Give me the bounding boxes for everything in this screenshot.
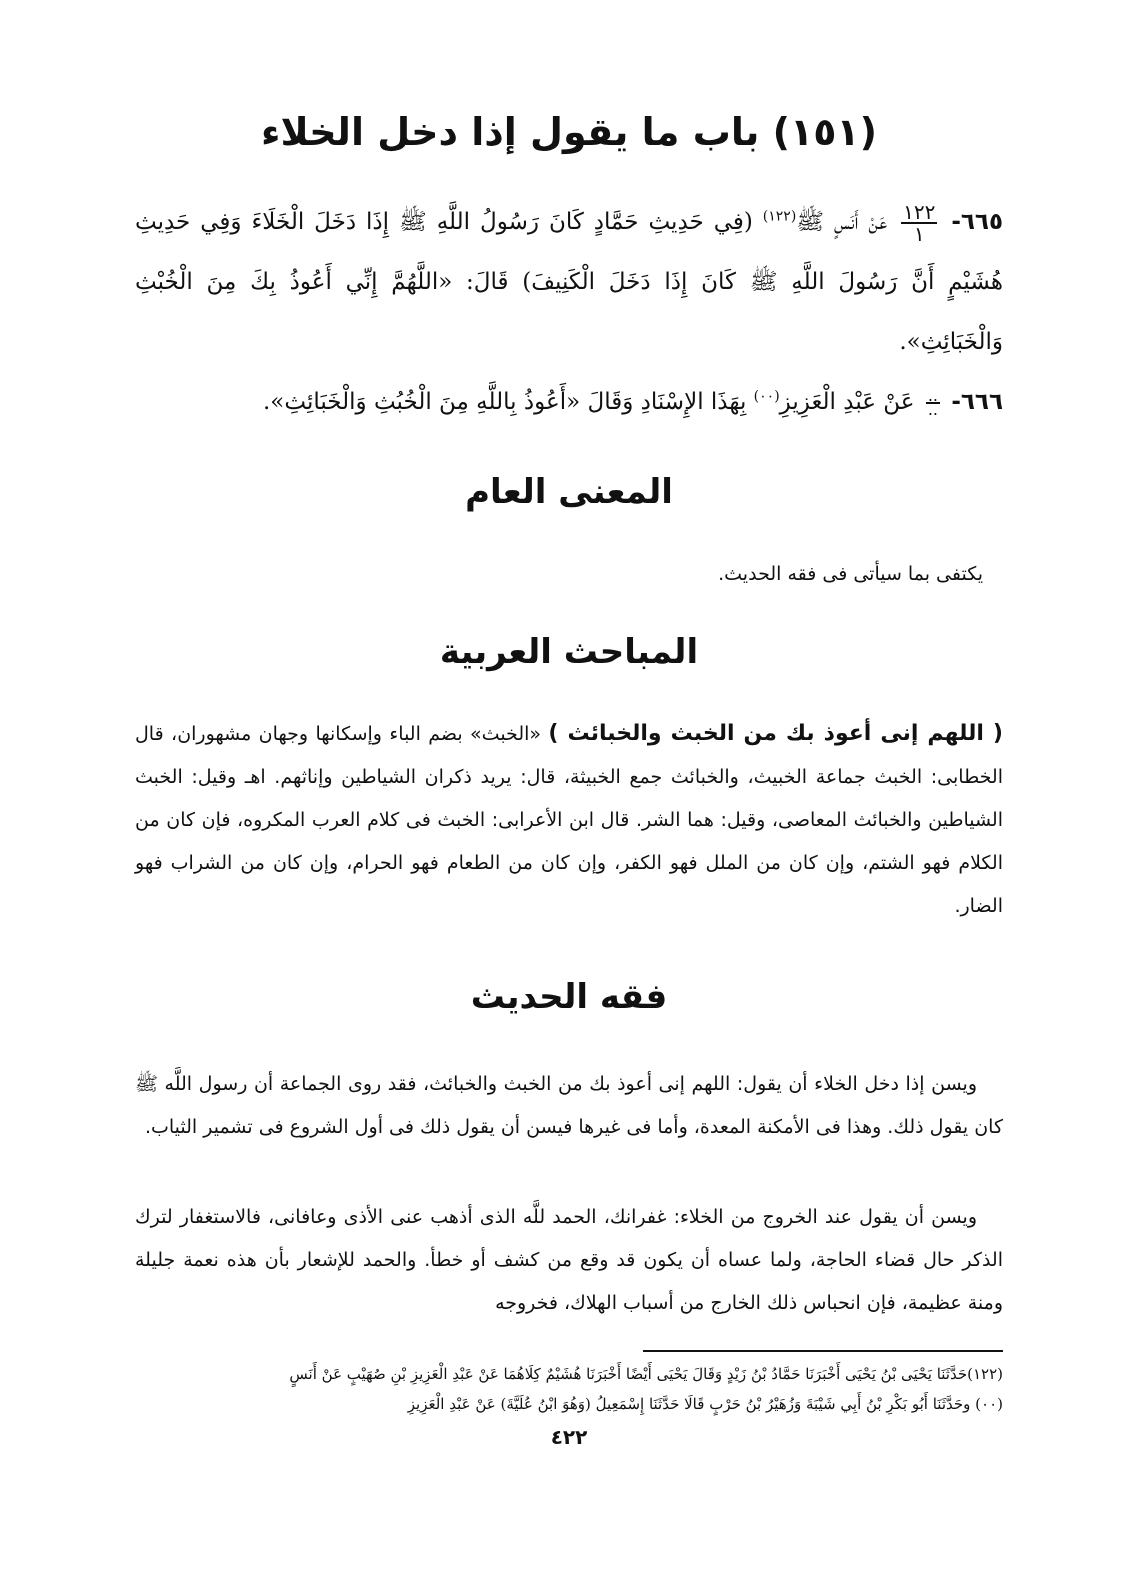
arabic-studies-text: «الخبث» بضم الباء وإسكانها وجهان مشهوران، قال الخطابى: الخبث جماعة الخبيث، والخبائث جمع الخبيثة، قال: يريد ذكران الشياطين وإناثهم. اهـ وقيل: الخبث الشياطين والخبائث المعاصى، وقيل: هما الشر. قال ابن الأعرابى: الخبث فى كلام العرب المكروه، فإن كان من الكلام فهو الشتم، وإن كان من الملل فهو الكفر، وإن كان من الطعام فهو الحرام، وإن كان من الشراب فهو الضار. xyxy=(135,723,1003,917)
footnote-marker: (١٢٢) xyxy=(762,208,797,225)
fiqh-text-2: ويسن أن يقول عند الخروج من الخلاء: غفرانك، الحمد للَّه الذى أذهب عنى الأذى وعافانى، فالاستغفار لترك الذكر حال قضاء الحاجة، ولما عساه أن يكون قد وقع من كشف أو خطأ. والحمد للإشعار بأن هذه نعمة جليلة ومنة عظيمة، فإن انحباس ذلك الخارج من أسباب الهلاك، فخروجه xyxy=(135,1206,1003,1314)
fiqh-paragraph-2 xyxy=(135,1196,1003,1325)
footnote-divider xyxy=(643,1350,1003,1352)
footnote-122: (١٢٢)حَدَّثَنَا يَحْيَى بْنُ يَحْيَى أَخْبَرَنَا حَمَّادُ بْنُ زَيْدٍ وَقَالَ يَحْيَى أَيْضًا أَخْبَرَنَا هُشَيْمٌ كِلَاهُمَا عَنْ عَبْدِ الْعَزِيزِ بْنِ صُهَيْبٍ عَنْ أَنَسٍ xyxy=(289,1365,1003,1383)
reference-top: ١٢٢ xyxy=(903,200,936,224)
hadith-reference xyxy=(901,202,937,244)
hadith-text-start: عَنْ أَنَسٍ ﷺ xyxy=(796,209,888,235)
hadith-text-start: عَنْ عَبْدِ الْعَزِيزِ xyxy=(779,389,915,415)
reference-bottom: ١ xyxy=(913,222,925,246)
general-meaning-text: يكتفى بما سيأتى فى فقه الحديث. xyxy=(718,563,983,585)
fiqh-paragraph-1 xyxy=(135,1063,1003,1149)
page-number: ٤٢٢ xyxy=(550,1425,588,1449)
chapter-title: (١٥١) باب ما يقول إذا دخل الخلاء xyxy=(261,110,877,154)
footnote-00: (٠٠) وحَدَّثَنَا أَبُو بَكْرِ بْنُ أَبِي شَيْبَةَ وَزُهَيْرُ بْنُ حَرْبٍ قَالَا حَدَّثَنَا إِسْمَعِيلُ (وَهُوَ ابْنُ عُلَيَّةَ) عَنْ عَبْدِ الْعَزِيزِ xyxy=(407,1395,1003,1413)
quoted-phrase: ( اللهم إنى أعوذ بك من الخبث والخبائث ) xyxy=(548,721,1003,746)
section-heading-general-meaning: المعنى العام xyxy=(465,472,673,512)
reference-top: .. xyxy=(927,386,939,405)
hadith-number: ٦٦٥- xyxy=(951,209,1003,235)
hadith-number: ٦٦٦- xyxy=(951,389,1003,415)
footnote-marker: (٠٠) xyxy=(753,388,780,405)
fiqh-text-1: ويسن إذا دخل الخلاء أن يقول: اللهم إنى أعوذ بك من الخبث والخبائث، فقد روى الجماعة أن رسول اللَّه ﷺ كان يقول ذلك. وهذا فى الأمكنة المعدة، وأما فى غيرها فيسن أن يقول ذلك فى أول الشروع فى تشمير الثياب. xyxy=(135,1073,1003,1138)
section-heading-arabic-studies: المباحث العربية xyxy=(439,632,699,672)
hadith-666 xyxy=(135,372,1003,432)
hadith-text: بِهَذَا الإِسْنَادِ وَقَالَ «أَعُوذُ بِاللَّهِ مِنَ الْخُبُثِ وَالْخَبَائِثِ». xyxy=(262,389,747,415)
hadith-text: (فِي حَدِيثِ حَمَّادٍ كَانَ رَسُولُ اللَّهِ ﷺ إِذَا دَخَلَ الْخَلَاءَ وَفِي حَدِيثِ هُشَيْمٍ أَنَّ رَسُولَ اللَّهِ ﷺ كَانَ إِذَا دَخَلَ الْكَنِيفَ) قَالَ: «اللَّهُمَّ إِنِّي أَعُوذُ بِكَ مِنَ الْخُبْثِ وَالْخَبَائِثِ». xyxy=(135,209,1003,355)
hadith-665 xyxy=(135,192,1003,372)
arabic-studies-paragraph xyxy=(135,712,1003,928)
section-heading-fiqh: فقه الحديث xyxy=(470,977,668,1017)
reference-bottom: .. xyxy=(927,400,939,419)
hadith-reference xyxy=(926,386,940,419)
